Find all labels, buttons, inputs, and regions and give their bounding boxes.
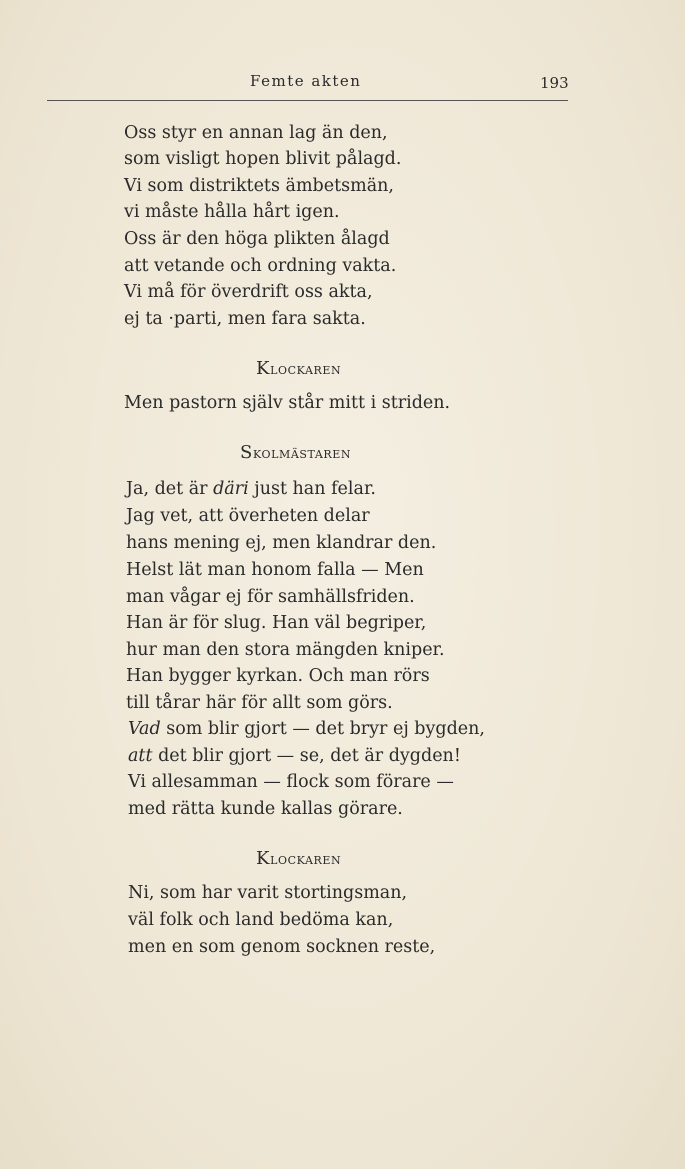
page-number: 193 xyxy=(540,74,569,92)
verse-line: att vetande och ordning vakta. xyxy=(124,256,397,276)
verse-line: Han är för slug. Han väl begriper, xyxy=(126,613,427,633)
verse-line: med rätta kunde kallas görare. xyxy=(128,799,403,819)
verse-line: Vad som blir gjort — det bryr ej bygden, xyxy=(128,719,485,739)
speaker-name: Klockaren xyxy=(256,358,342,379)
verse-line: Han bygger kyrkan. Och man rörs xyxy=(126,666,430,686)
verse-line: Ja, det är däri just han felar. xyxy=(126,479,376,499)
verse-line: hans mening ej, men klandrar den. xyxy=(126,533,437,553)
verse-line: Vi må för överdrift oss akta, xyxy=(124,282,373,302)
verse-line: Jag vet, att överheten delar xyxy=(126,506,370,526)
verse-line: väl folk och land bedöma kan, xyxy=(128,910,394,930)
verse-line: Men pastorn själv står mitt i striden. xyxy=(124,393,451,413)
verse-line: Ni, som har varit stortingsman, xyxy=(128,883,408,903)
verse-line: hur man den stora mängden kniper. xyxy=(126,640,445,660)
speaker-name: Skolmästaren xyxy=(240,442,352,463)
verse-line: Oss styr en annan lag än den, xyxy=(124,123,388,143)
verse-line: men en som genom socknen reste, xyxy=(128,937,436,957)
verse-line: man vågar ej för samhällsfriden. xyxy=(126,587,415,607)
header-rule xyxy=(47,100,568,101)
verse-line: Helst lät man honom falla — Men xyxy=(126,560,424,580)
verse-line: Vi som distriktets ämbetsmän, xyxy=(124,176,394,196)
chapter-title: Femte akten xyxy=(250,72,362,90)
verse-line: Vi allesamman — flock som förare — xyxy=(128,772,454,792)
verse-line: ej ta ·parti, men fara sakta. xyxy=(124,309,366,329)
running-header xyxy=(40,72,640,96)
verse-line: som visligt hopen blivit pålagd. xyxy=(124,149,402,169)
speaker-name: Klockaren xyxy=(256,848,342,869)
verse-line: vi måste hålla hårt igen. xyxy=(124,202,340,222)
verse-line: att det blir gjort — se, det är dygden! xyxy=(128,746,461,766)
verse-line: till tårar här för allt som görs. xyxy=(126,693,393,713)
verse-line: Oss är den höga plikten ålagd xyxy=(124,229,390,249)
